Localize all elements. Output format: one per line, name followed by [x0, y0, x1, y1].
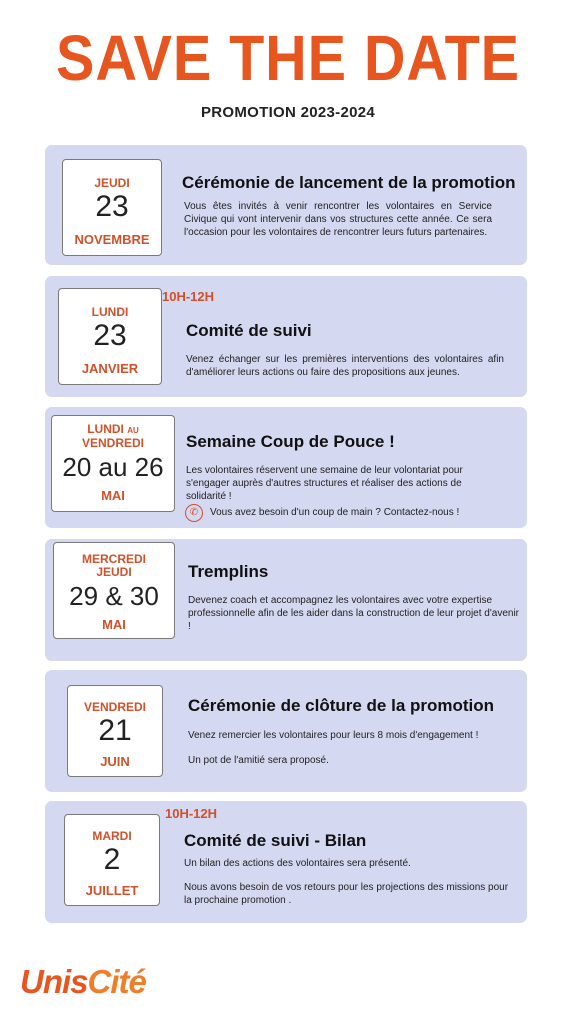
event-card-followup: [45, 276, 527, 397]
event-title: Cérémonie de clôture de la promotion: [188, 696, 495, 715]
date-number: 21: [98, 714, 132, 747]
date-number: 20 au 26: [62, 452, 164, 482]
date-box: [62, 159, 162, 256]
event-description: Venez échanger sur les premières interventions des volontaires afin d'améliorer leurs actions ou faire des propositions aux jeunes.: [186, 354, 504, 378]
date-day-end: JEUDI: [96, 565, 132, 579]
event-hours: 10H-12H: [162, 289, 215, 304]
event-hours: 10H-12H: [165, 806, 218, 821]
date-box: [67, 685, 163, 777]
logo-text-unis: Unis: [20, 963, 88, 1000]
date-day: LUNDI: [91, 305, 129, 319]
event-title: Comité de suivi: [186, 321, 312, 340]
date-day: [52, 422, 174, 436]
event-card-tremplins: [45, 539, 527, 661]
event-description: Les volontaires réservent une semaine de leur volontariat pour s'engager auprès d'autres structures et réaliser des actions de solidarité !: [186, 465, 463, 502]
date-day: VENDREDI: [83, 700, 146, 714]
date-number: 29 & 30: [69, 581, 159, 611]
event-description: Un bilan des actions des volontaires sera présenté.: [184, 858, 411, 869]
event-description-2: Nous avons besoin de vos retours pour les projections des missions pour la prochaine promotion .: [184, 882, 509, 906]
date-box: [64, 814, 160, 906]
unis-cite-logo: [20, 963, 146, 1001]
phone-icon: ✆: [185, 504, 203, 522]
date-month: JANVIER: [81, 361, 139, 376]
event-description: Devenez coach et accompagnez les volontaires avec votre expertise professionnelle afin de les aider dans la construction de leur projet d'avenir !: [188, 595, 519, 632]
date-number: 2: [103, 843, 121, 876]
event-title: Tremplins: [188, 562, 269, 581]
date-box: [53, 542, 175, 639]
date-month: MAI: [101, 488, 125, 503]
event-title: Cérémonie de lancement de la promotion: [182, 173, 516, 192]
date-day: MARDI: [92, 829, 132, 843]
date-month: JUIN: [100, 754, 130, 769]
date-month: NOVEMBRE: [74, 232, 150, 247]
date-number: 23: [93, 319, 127, 352]
event-description: Venez remercier les volontaires pour leurs 8 mois d'engagement !: [188, 730, 479, 741]
date-day: JEUDI: [94, 176, 130, 190]
date-month: MAI: [102, 617, 126, 632]
date-box: [51, 415, 175, 512]
date-day-start: MERCREDI: [81, 552, 146, 566]
event-card-launch: [45, 145, 527, 265]
date-day-start: LUNDI: [87, 422, 124, 436]
page-title: SAVE THE DATE: [55, 22, 521, 94]
logo-text-cite: Cité: [87, 963, 146, 1000]
event-description-2: Un pot de l'amitié sera proposé.: [188, 755, 329, 766]
page-subtitle: PROMOTION 2023-2024: [200, 104, 376, 121]
event-description: Vous êtes invités à venir rencontrer les volontaires en Service Civique qui vont intervenir dans vos structures cette année. Ce sera l'occasion pour les volontaires de rencontrer leurs futurs partenaires.: [184, 201, 492, 238]
date-month: JUILLET: [85, 883, 139, 898]
date-box: [58, 288, 162, 385]
event-card-closing: [45, 670, 527, 792]
date-day-end: VENDREDI: [81, 436, 144, 450]
event-title: Comité de suivi - Bilan: [184, 831, 367, 850]
date-day-au: AU: [127, 426, 139, 435]
date-number: 23: [95, 190, 129, 223]
event-card-review: [45, 801, 527, 923]
event-card-coup-de-pouce: [45, 407, 527, 528]
event-title: Semaine Coup de Pouce !: [186, 432, 395, 451]
contact-text: Vous avez besoin d'un coup de main ? Contactez-nous !: [210, 507, 460, 518]
